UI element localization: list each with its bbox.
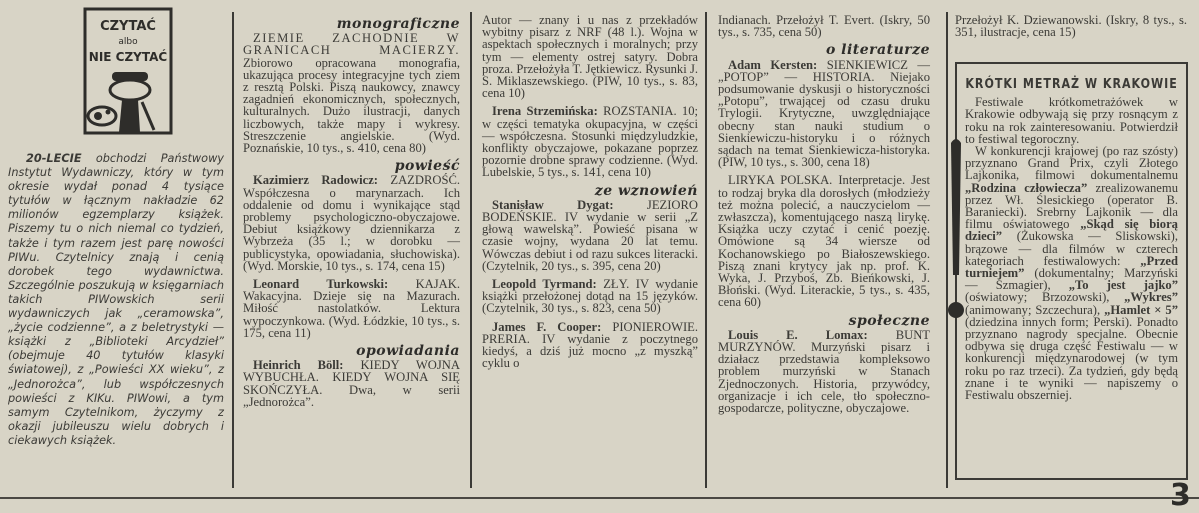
review-text: Zbiorowo opracowana monografia, ukazująca procesy integracyjne tych ziem z resztą Polski. Piszą naukowcy, znawcy zagadnień ekonomicznych, społecznych, kulturalnych. Dużo ilustracji, danych liczbowych, także mapy i wykresy. Streszczenie angielskie. (Wyd. Poznańskie, 10 tys., s. 410, cena 80) — [243, 55, 460, 156]
column-3 — [482, 14, 698, 375]
page-number: 3 — [1170, 478, 1191, 513]
section-heading-monograficzne: monograficzne — [336, 16, 460, 32]
review-dygat — [482, 199, 698, 272]
review-text: ZAZDROŚĆ. Współczesna o marynarzach. Ich oddalenie od domu i wynikające stąd problemy psychologiczno-obyczajowe. Debiut książkowy dziennikarza z Wybrzeża (35 l.; w dorobku — publicystyka, opowiadania, słuchowiska). (Wyd. Morskie, 10 tys., s. 174, cena 15) — [243, 173, 460, 273]
review-turkowski — [243, 278, 460, 339]
czytac-albo-nie-czytac-logo — [82, 6, 174, 136]
review-strzeminska — [482, 105, 698, 178]
page-bottom-rule — [0, 497, 1199, 499]
film-title: „To jest jajko” — [1068, 278, 1178, 293]
review-author: Louis E. Lomax: — [728, 327, 868, 342]
review-boll — [243, 359, 460, 408]
box-text: (Żukowska — Sliskowski), brązowe — dla filmów w czterech kategoriach festiwalowych: — [965, 229, 1178, 268]
column-divider — [232, 12, 234, 488]
review-author: James F. Cooper: — [492, 319, 602, 334]
box-text: (dokumentalny; Marzyński — Szmagier), — [965, 266, 1178, 293]
review-lomax — [718, 329, 930, 414]
logo-line3: NIE CZYTAĆ — [88, 50, 168, 64]
review-text: ROZSTANIA. 10; w części tematyka okupacyjna, w części — współczesna. Stosunki międzyludzkie, konflikty obyczajowe, pokazane poprzez pozornie drobne sprawy codzienne. (Wyd. Lubelskie, 5 tys., s. 141, cena 10) — [482, 104, 698, 180]
review-author: Leonard Turkowski: — [253, 277, 389, 292]
section-heading-powiesc: powieść — [394, 158, 460, 175]
review-cooper-continued: Indianach. Przełożył T. Evert. (Iskry, 50 tys., s. 735, cena 50) — [718, 13, 930, 40]
column-2 — [243, 14, 460, 414]
section-heading-opowiadania: opowiadania — [356, 343, 460, 360]
review-kersten — [718, 59, 930, 169]
film-title: „Przed turniejem” — [965, 253, 1178, 281]
box-text: (oświatowy; Brzozowski), — [965, 290, 1125, 305]
column-5 — [955, 14, 1187, 44]
intro-lead: 20-LECIE — [26, 152, 82, 165]
box-title: KRÓTKI METRAŻ W KRAKOWIE — [965, 76, 1178, 92]
review-author: Kazimierz Radowicz: — [253, 173, 378, 188]
film-title: „Hamlet × 5” — [1104, 302, 1178, 317]
review-boll-continued: Autor — znany i u nas z przekładów wybitny pisarz z NRF (48 l.). Wojna w aspektach społecznych i moralnych; przy tym — elementy ostrej satyry. Dobra proza. Przełożyła T. Jętkiewicz. Rysunki J. S. Miklaszewskiego. (PIW, 10 tys., s. 83, cena 10) — [482, 13, 698, 101]
review-ziemie-zachodnie — [243, 32, 460, 154]
box-text: zrealizowanemu przez Wł. Ślesickiego (operator B. Baraniecki). Srebrny Lajkonik — dla filmu oświatowego — [965, 180, 1178, 232]
review-lomax-continued: Przełożył K. Dziewanowski. (Iskry, 8 tys., s. 351, ilustracje, cena 15) — [955, 13, 1187, 40]
review-text: SIENKIEWICZ — „POTOP” — HISTORIA. Niejako podsumowanie dyskusji o historyczności „Potopu”, trwającej od czasu druku Trylogii. Krytyczne, uwzględniające obecny stan nauki studium o Sienkiewiczu-historyku i o różnych sądach na temat Sienkiewicza-historyka. (PIW, 10 tys., s. 300, cena 18) — [718, 57, 930, 170]
review-liryka-polska: LIRYKA POLSKA. Interpretacje. Jest to rodzaj bryka dla dorosłych (młodzieży też można polecić, a nauczycielom — zwłaszcza), komentującego naszą lirykę. Książka uczy czytać i cenić poezję. Omówione są 34 wiersze od Kochanowskiego po Białoszewskiego. Piszą znani krytycy jak np. prof. K. Wyka, J. Przyboś, Zb. Bieńkowski, J. Błoński. (Wyd. Literackie, 5 tys., s. 435, cena 60) — [718, 173, 930, 310]
review-text: BUNT MURZYNÓW. Murzyński pisarz i działacz przedstawia kompleksowo problem murzyński w Stanach Zjednoczonych. Historia, przywódcy, organizacje i ich cele, tło społeczno-gospodarcze, polityczne, obyczajowe. — [718, 327, 930, 416]
logo-line1: CZYTAĆ — [100, 19, 156, 34]
review-author: Adam Kersten: — [728, 57, 818, 72]
review-cooper — [482, 321, 698, 370]
box-paragraph-2 — [965, 145, 1178, 401]
review-author: Irena Strzemińska: — [492, 104, 598, 119]
section-heading-ze-wznowien: ze wznowień — [594, 182, 698, 199]
film-title: „Skąd się biorą dzieci” — [965, 217, 1178, 244]
review-radowicz — [243, 174, 460, 272]
box-text: (animowany; Szczechura), — [965, 302, 1105, 317]
column-4 — [718, 14, 930, 420]
section-heading-spoleczne: społeczne — [848, 312, 930, 329]
review-text: KIEDY WOJNA WYBUCHŁA. KIEDY WOJNA SIĘ SKOŃCZYŁA. Dwa, w serii „Jednorożca”. — [243, 358, 460, 409]
review-title: ZIEMIE ZACHODNIE W GRANICACH MACIERZY. — [243, 31, 460, 58]
column-divider — [705, 12, 707, 488]
box-text: (dziedzina innych form; Perski). Ponadto przyznano nagrody specjalne. Obecnie odbywa się druga część Festiwalu — w konkurencji międzynarodowej (w tym roku po raz trzeci). Za tydzień, gdy będą znane i te wyniki — napiszemy o Festiwalu obszerniej. — [965, 314, 1178, 403]
review-tyrmand — [482, 278, 698, 315]
box-text: W konkurencji krajowej (po raz szósty) przyznano Grand Prix, czyli Złotego Lajkonika, filmowi dokumentalnemu — [965, 144, 1178, 183]
review-text: ZŁY. IV wydanie książki przełożonej dotąd na 15 języków. (Czytelnik, 30 tys., s. 823, cena 50) — [482, 277, 698, 316]
logo-line2: albo — [118, 37, 138, 47]
review-text: PIONIEROWIE. PRERIA. IV wydanie z poczytnego kiedyś, a dziś już mocno „z myszką” cyklu o — [482, 319, 699, 371]
exclamation-mark-icon — [948, 135, 964, 335]
box-paragraph-1: Festiwale krótkometrażówek w Krakowie odbywają się przy rosnącym z roku na rok zainteresowaniu. Potwierdził to festiwal tegoroczny. — [965, 95, 1178, 146]
review-author: Leopold Tyrmand: — [492, 277, 597, 292]
film-title: „Rodzina człowiecza” — [965, 180, 1088, 195]
intro-article — [8, 152, 224, 448]
intro-text: obchodzi Państwowy Instytut Wydawniczy, który w tym okresie wydał ponad 4 tysiące tytułów w łącznym nakładzie 62 milionów egzemplarzy książek. Piszemy tu o nich niemal co tydzień, także i tym razem jest parę nowości PIWu. Czytelnicy znają i cenią dorobek tego wydawnictwa. Szczególnie poszukują w księgarniach takich PIWowskich serii wydawniczych jak „ceramowska”, „życie codzienne”, a z beletrystyki — książki z „Biblioteki Arcydzieł” (obejmuje 40 tytułów klasyki światowej), z „Powieści XX wieku”, z „Jednorożca”, lub współczesnych powieści z KIKu. PIWowi, a tym samym Czytelnikom, życzymy z okazji jubileuszu wielu dobrych i ciekawych książek. — [8, 152, 224, 447]
review-author: Heinrich Böll: — [253, 358, 344, 373]
review-author: Stanisław Dygat: — [492, 197, 614, 212]
film-title: „Wykres” — [1124, 290, 1178, 305]
festival-box — [955, 62, 1188, 480]
section-heading-o-literaturze: o literaturze — [825, 42, 930, 59]
column-divider — [470, 12, 472, 488]
review-text: KAJAK. Wakacyjna. Dzieje się na Mazurach. Miłość nastolatków. Lektura wypoczynkowa. (Wyd. Łódzkie, 10 tys., s. 175, cena 11) — [243, 277, 460, 340]
review-text: JEZIORO BODEŃSKIE. IV wydanie w serii „Z głową wawelską”. Powieść pisana w czasie wojny, wydana 20 lat temu. Wówczas debiut i od razu sukces literacki. (Czytelnik, 20 tys., s. 395, cena 20) — [482, 197, 698, 273]
